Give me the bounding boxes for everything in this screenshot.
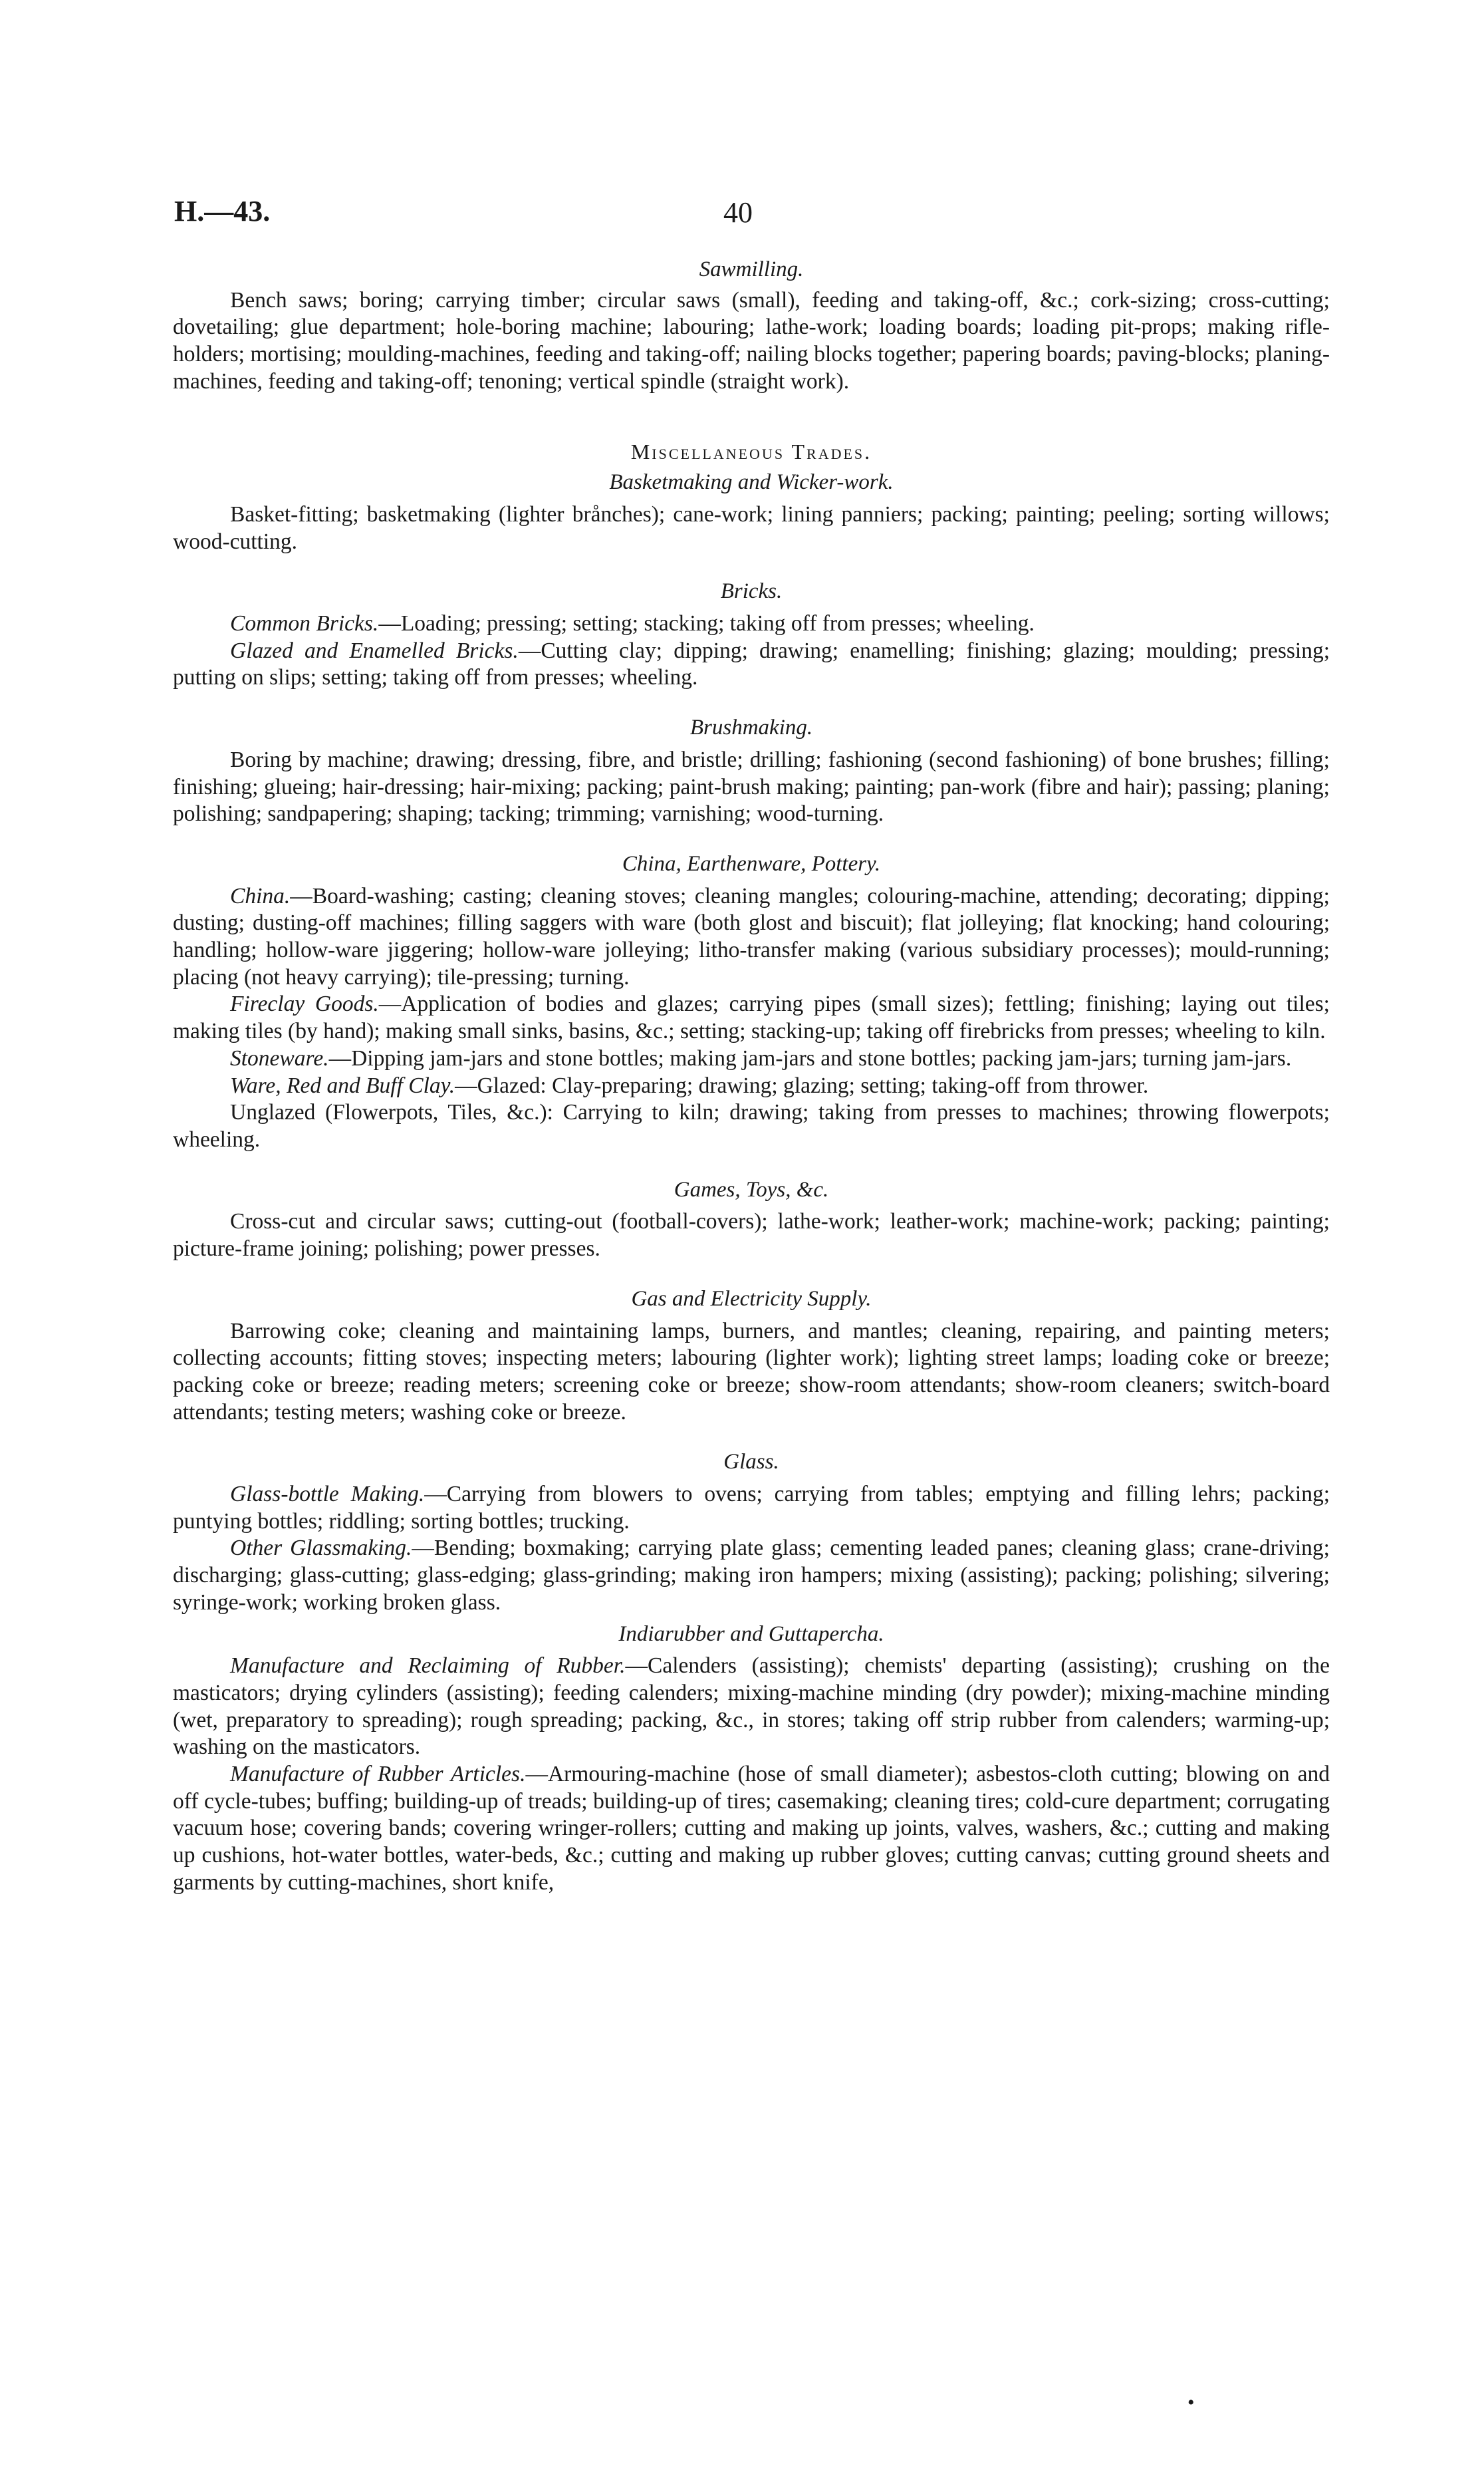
- lead-glass-bottle: Glass-bottle Making.: [230, 1482, 425, 1507]
- paragraph-common-bricks: Common Bricks.—Loading; pressing; setting; stacking; taking off from presses; wheeling.: [230, 611, 1035, 636]
- paragraph-stoneware: Stoneware.—Dipping jam-jars and stone bottles; making jam-jars and stone bottles; packing jam-jars; turning jam-jars.: [230, 1045, 1292, 1071]
- heading-miscellaneous-trades: Miscellaneous Trades.: [630, 439, 872, 464]
- paragraph-china: China.—Board-washing; casting; cleaning stoves; cleaning mangles; colouring-machine, attending; decorating; dipping; dusting; dusting-off machines; filling saggers with ware (both glost and biscuit); flat jolleying; flat knocking; hand colouring; handling; hollow-ware jiggering; hollow-ware jolleying; litho-transfer making (various subsidiary processes); mould-running; placing (not heavy carrying); tile-pressing; turning.: [173, 883, 1330, 990]
- paragraph-unglazed: Unglazed (Flowerpots, Tiles, &c.): Carrying to kiln; drawing; taking from presses to machines; throwing flowerpots; wheeling.: [173, 1100, 1330, 1152]
- paragraph-glass-bottle: Glass-bottle Making.—Carrying from blowers to ovens; carrying from tables; emptying and filling lehrs; packing; puntying bottles; riddling; sorting bottles; trucking.: [173, 1482, 1330, 1534]
- paragraph-games-toys: Cross-cut and circular saws; cutting-out (football-covers); lathe-work; leather-work; machine-work; packing; painting; picture-frame joining; polishing; power presses.: [173, 1209, 1330, 1262]
- heading-brushmaking: Brushmaking.: [689, 716, 813, 740]
- heading-sawmilling: Sawmilling.: [699, 257, 804, 281]
- heading-bricks: Bricks.: [720, 579, 783, 604]
- lead-reclaiming-rubber: Manufacture and Reclaiming of Rubber.: [230, 1653, 626, 1679]
- lead-china: China.: [230, 883, 291, 908]
- paragraph-basketmaking: Basket-fitting; basketmaking (lighter brånches); cane-work; lining panniers; packing; painting; peeling; sorting willows; wood-cutting.: [173, 501, 1330, 554]
- heading-basketmaking: Basketmaking and Wicker-work.: [609, 470, 894, 495]
- page-number: 40: [723, 196, 753, 229]
- heading-glass: Glass.: [723, 1450, 779, 1474]
- lead-other-glassmaking: Other Glassmaking.: [230, 1536, 412, 1561]
- paragraph-sawmilling: Bench saws; boring; carrying timber; circular saws (small), feeding and taking-off, &c.; cork-sizing; cross-cutting; dovetailing; glue department; hole-boring machine; labouring; lathe-work; loading boards; loading pit-props; making rifle-holders; mortising; moulding-machines, feeding and taking-off; nailing blocks together; papering boards; paving-blocks; planing-machines, feeding and taking-off; tenoning; vertical spindle (straight work).: [173, 287, 1330, 394]
- paragraph-rubber-articles: Manufacture of Rubber Articles.—Armouring-machine (hose of small diameter); asbestos-cloth cutting; blowing on and off cycle-tubes; buffing; building-up of treads; building-up of tires; casemaking; cleaning tires; cold-cure department; corrugating vacuum hose; covering bands; covering wringer-rollers; cutting and making up joints, valves, washers, &c.; cutting and making up cushions, hot-water bottles, water-beds, &c.; cutting and making up rubber gloves; cutting canvas; cutting ground sheets and garments by cutting-machines, short knife,: [173, 1762, 1330, 1895]
- paragraph-red-buff-clay: Ware, Red and Buff Clay.—Glazed: Clay-preparing; drawing; glazing; setting; taking-off from thrower.: [230, 1073, 1149, 1098]
- lead-rubber-articles: Manufacture of Rubber Articles.: [230, 1762, 526, 1787]
- paragraph-reclaiming-rubber: Manufacture and Reclaiming of Rubber.—Calenders (assisting); chemists' departing (assisting); crushing on the masticators; drying cylinders (assisting); feeding calenders; mixing-machine minding (dry powder); mixing-machine minding (wet, preparatory to spreading); rough spreading; packing, &c., in stores; taking off strip rubber from calenders; warming-up; washing on the masticators.: [173, 1653, 1330, 1760]
- paragraph-glazed-bricks: Glazed and Enamelled Bricks.—Cutting clay; dipping; drawing; enamelling; finishing; glazing; moulding; pressing; putting on slips; setting; taking off from presses; wheeling.: [173, 638, 1330, 690]
- heading-indiarubber: Indiarubber and Guttapercha.: [618, 1621, 884, 1646]
- heading-china: China, Earthenware, Pottery.: [622, 851, 881, 876]
- paragraph-brushmaking: Boring by machine; drawing; dressing, fibre, and bristle; drilling; fashioning (second fashioning) of bone brushes; filling; finishing; glueing; hair-dressing; hair-mixing; packing; paint-brush making; painting; pan-work (fibre and hair); passing; planing; polishing; sandpapering; shaping; tacking; trimming; varnishing; wood-turning.: [173, 747, 1330, 827]
- lead-stoneware: Stoneware.: [230, 1045, 329, 1071]
- page-body: [173, 256, 1330, 1897]
- lead-fireclay: Fireclay Goods.: [230, 992, 379, 1017]
- lead-glazed-bricks: Glazed and Enamelled Bricks.: [230, 638, 519, 663]
- paragraph-gas-electricity: Barrowing coke; cleaning and maintaining lamps, burners, and mantles; cleaning, repairing, and painting meters; collecting accounts; fitting stoves; inspecting meters; labouring (lighter work); lighting street lamps; loading coke or breeze; packing coke or breeze; reading meters; screening coke or breeze; show-room attendants; show-room cleaners; switch-board attendants; testing meters; washing coke or breeze.: [173, 1318, 1330, 1425]
- lead-common-bricks: Common Bricks.: [230, 611, 379, 636]
- heading-games-toys: Games, Toys, &c.: [674, 1177, 829, 1202]
- lead-red-buff-clay: Ware, Red and Buff Clay.: [230, 1073, 455, 1098]
- paragraph-fireclay: Fireclay Goods.—Application of bodies and glazes; carrying pipes (small sizes); fettling; finishing; laying out tiles; making tiles (by hand); making small sinks, basins, &c.; setting; stacking-up; taking off firebricks from presses; wheeling to kiln.: [173, 992, 1330, 1044]
- document-reference: H.—43.: [174, 195, 271, 227]
- heading-gas-electricity: Gas and Electricity Supply.: [631, 1286, 872, 1311]
- stray-mark: •: [1187, 2392, 1195, 2413]
- paragraph-other-glassmaking: Other Glassmaking.—Bending; boxmaking; carrying plate glass; cementing leaded panes; cleaning glass; crane-driving; discharging; glass-cutting; glass-edging; glass-grinding; making iron hampers; mixing (assisting); packing; polishing; silvering; syringe-work; working broken glass.: [173, 1536, 1330, 1615]
